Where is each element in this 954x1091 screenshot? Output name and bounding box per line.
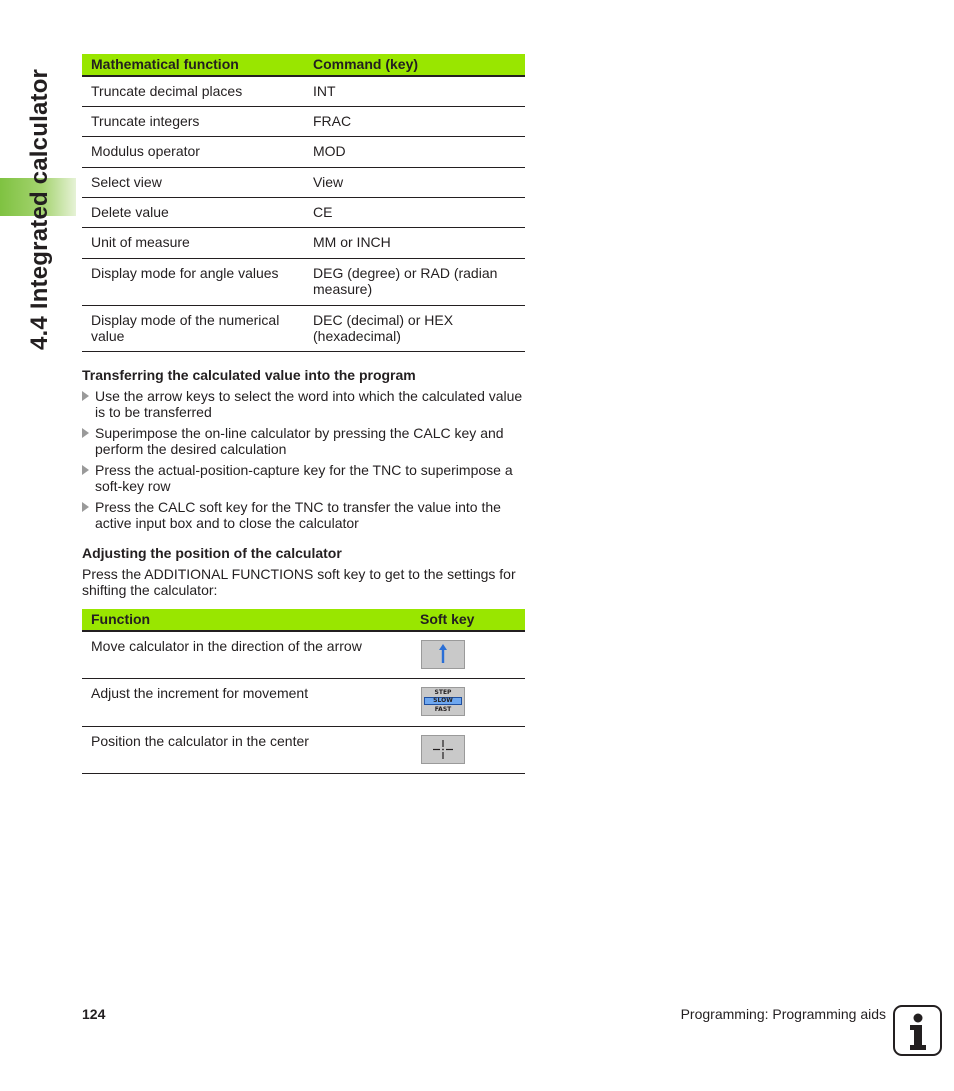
function-cell: Modulus operator: [91, 143, 200, 159]
function-cell: Adjust the increment for movement: [91, 685, 309, 701]
function-cell: Display mode for angle values: [91, 265, 279, 281]
command-cell: MOD: [313, 143, 346, 159]
table-row: [82, 77, 525, 107]
column-header-softkey: Soft key: [420, 611, 475, 627]
step-slow-fast-softkey-icon: [421, 687, 465, 716]
table-row: [82, 632, 525, 679]
bullet-triangle-icon: [82, 502, 89, 512]
function-cell: Select view: [91, 174, 162, 190]
function-cell: Move calculator in the direction of the arrow: [91, 638, 362, 654]
function-cell: Delete value: [91, 204, 169, 220]
table-row: [82, 727, 525, 774]
table-row: [82, 228, 525, 259]
softkey-functions-table: [82, 609, 525, 774]
command-cell: FRAC: [313, 113, 352, 129]
function-cell: Truncate integers: [91, 113, 200, 129]
table-row: [82, 137, 525, 168]
command-cell: INT: [313, 83, 336, 99]
list-item: Use the arrow keys to select the word into which the calculated value is to be transferred: [82, 388, 527, 420]
table-row: [82, 198, 525, 228]
info-icon: [893, 1005, 942, 1056]
bullet-triangle-icon: [82, 391, 89, 401]
page-number: 124: [82, 1006, 106, 1022]
chapter-title: 4.4 Integrated calculator: [26, 68, 53, 350]
fast-label: FAST: [434, 706, 452, 713]
list-item: Press the CALC soft key for the TNC to transfer the value into the active input box and to close the calculator: [82, 499, 527, 531]
table-row: [82, 259, 525, 306]
slow-label: SLOW: [424, 697, 462, 705]
command-cell: MM or INCH: [313, 234, 391, 250]
center-crosshair-softkey-icon: [421, 735, 465, 764]
table-row: [82, 168, 525, 198]
column-header-function: Mathematical function: [91, 56, 239, 72]
table-row: [82, 679, 525, 727]
arrow-up-softkey-icon: [421, 640, 465, 669]
table-row: [82, 107, 525, 137]
bullet-triangle-icon: [82, 465, 89, 475]
command-cell: DEG (degree) or RAD (radian measure): [313, 265, 498, 297]
function-cell: Unit of measure: [91, 234, 190, 250]
math-functions-table: [82, 54, 525, 351]
function-cell: Truncate decimal places: [91, 83, 243, 99]
section-paragraph: Press the ADDITIONAL FUNCTIONS soft key to get to the settings for shifting the calculator:: [82, 566, 516, 598]
bullet-triangle-icon: [82, 428, 89, 438]
function-cell: Display mode of the numerical value: [91, 312, 280, 344]
list-item: Superimpose the on-line calculator by pressing the CALC key and perform the desired calculation: [82, 425, 527, 457]
column-header-command: Command (key): [313, 56, 419, 72]
step-label: STEP: [434, 689, 452, 696]
footer-chapter-text: Programming: Programming aids: [680, 1006, 886, 1022]
command-cell: CE: [313, 204, 333, 220]
list-item: Press the actual-position-capture key for the TNC to superimpose a soft-key row: [82, 462, 527, 494]
command-cell: DEC (decimal) or HEX (hexadecimal): [313, 312, 454, 344]
section-heading-transfer: Transferring the calculated value into the program: [82, 367, 416, 383]
function-cell: Position the calculator in the center: [91, 733, 309, 749]
command-cell: View: [313, 174, 344, 190]
transfer-steps-list: [82, 388, 527, 536]
table-row: [82, 306, 525, 352]
table-header: [82, 54, 525, 77]
table-header: [82, 609, 525, 632]
column-header-function: Function: [91, 611, 151, 627]
section-heading-position: Adjusting the position of the calculator: [82, 545, 342, 561]
